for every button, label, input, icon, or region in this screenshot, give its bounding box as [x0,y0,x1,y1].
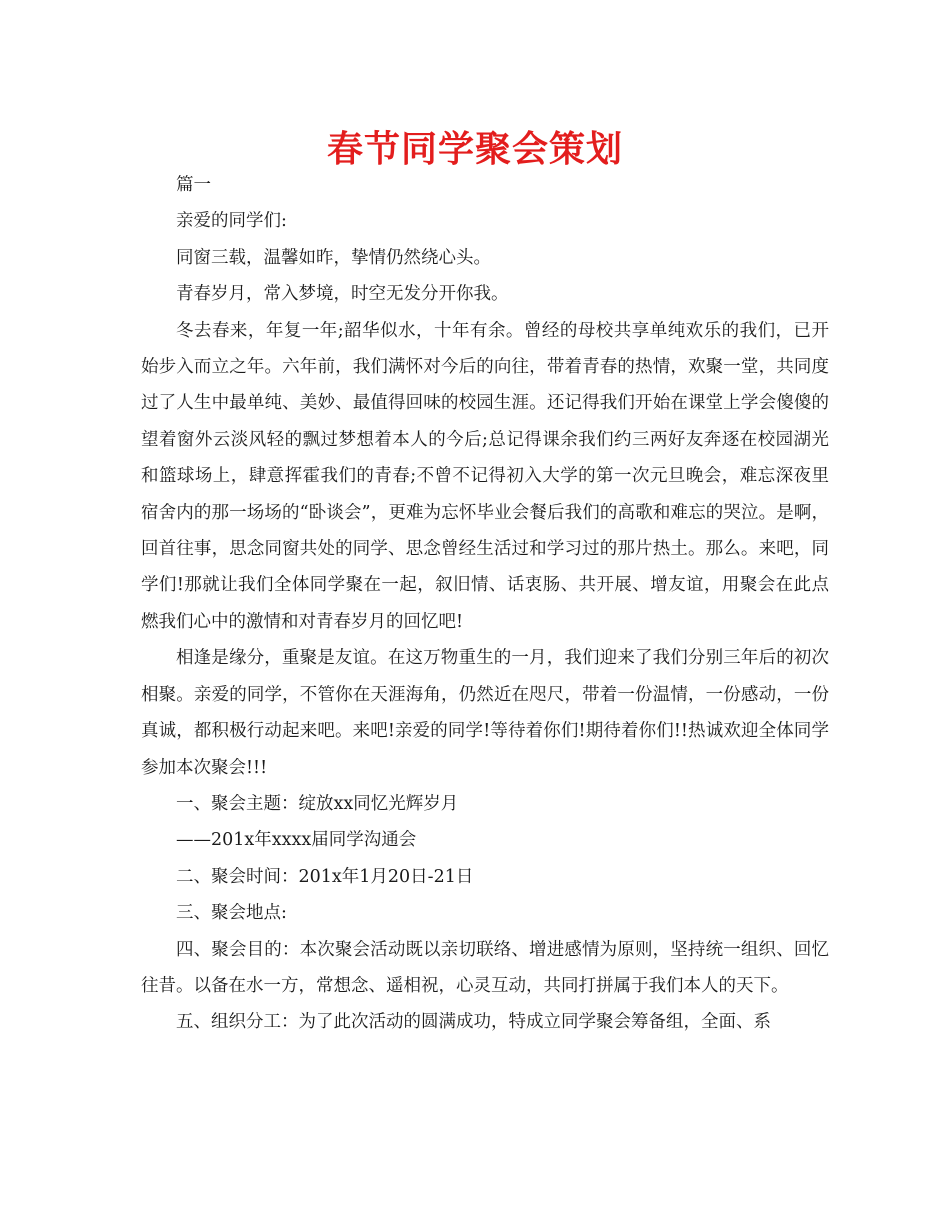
paragraph: 相逢是缘分，重聚是友谊。在这万物重生的一月，我们迎来了我们分别三年后的初次相聚。亲爱的同学，不管你在天涯海角，仍然近在咫尺，带着一份温情，一份感动，一份真诚，都积极行动起来吧。来吧!亲爱的同学!等待着你们!期待着你们!!热诚欢迎全体同学参加本次聚会!!! [141,648,829,778]
list-item-subtitle: ——201x年xxxx届同学沟通会 [176,830,417,851]
list-item-purpose: 四、聚会目的：本次聚会活动既以亲切联络、增进感情为原则，坚持统一组织、回忆往昔。以备在水一方，常想念、遥相祝，心灵互动，共同打拼属于我们本人的天下。 [141,939,829,996]
section-heading: 篇一 [176,175,211,195]
list-item-organization: 五、组织分工：为了此次活动的圆满成功，特成立同学聚会筹备组，全面、系 [176,1012,771,1033]
salutation: 亲爱的同学们: [176,211,287,232]
paragraph: 同窗三载，温馨如昨，挚情仍然绕心头。 [176,247,491,268]
paragraph: 青春岁月，常入梦境，时空无发分开你我。 [176,284,509,305]
document-body [141,167,829,1041]
list-item-theme: 一、聚会主题：绽放xx同忆光辉岁月 [176,793,459,814]
document-title: 春节同学聚会策划 [326,129,623,170]
list-item-time: 二、聚会时间：201x年1月20日-21日 [176,866,474,887]
paragraph: 冬去春来，年复一年;韶华似水，十年有余。曾经的母校共享单纯欢乐的我们，已开始步入而立之年。六年前，我们满怀对今后的向往，带着青春的热情，欢聚一堂，共同度过了人生中最单纯、美妙、最值得回味的校园生涯。还记得我们开始在课堂上学会傻傻的望着窗外云淡风轻的飘过梦想着本人的今后;总记得课余我们约三两好友奔逐在校园湖光和篮球场上，肆意挥霍我们的青春;不曾不记得初入大学的第一次元旦晚会，难忘深夜里宿舍内的那一场场的“卧谈会”，更难为忘怀毕业会餐后我们的高歌和难忘的哭泣。是啊，回首往事，思念同窗共处的同学、思念曾经生活过和学习过的那片热土。那么。来吧，同学们!那就让我们全体同学聚在一起，叙旧情、话衷肠、共开展、增友谊，用聚会在此点燃我们心中的激情和对青春岁月的回忆吧! [141,320,829,632]
list-item-location: 三、聚会地点: [176,903,287,924]
